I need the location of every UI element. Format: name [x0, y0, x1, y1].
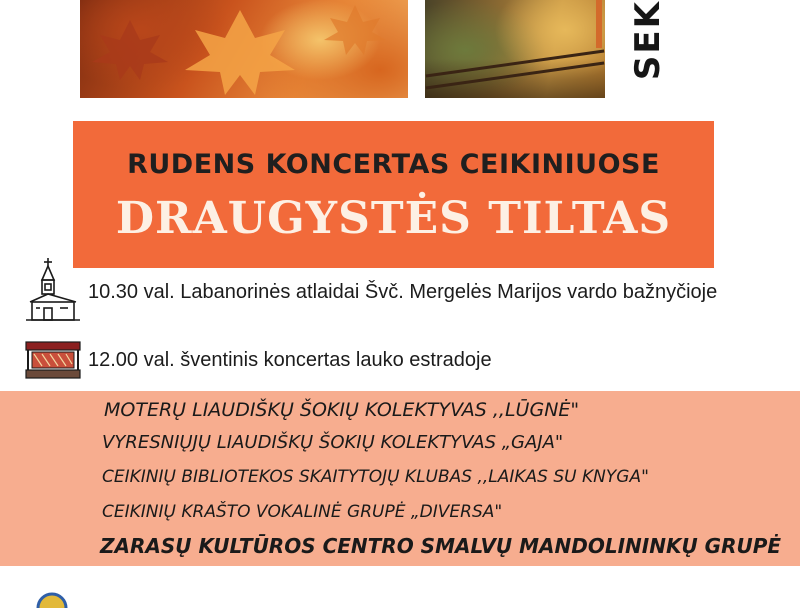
side-text-label: SEK — [628, 0, 668, 81]
stage-icon — [24, 340, 82, 380]
banner-subtitle: RUDENS KONCERTAS CEIKINIUOSE — [127, 149, 660, 180]
performer-item: VYRESNIŲJŲ LIAUDIŠKŲ ŠOKIŲ KOLEKTYVAS „GAJA" — [102, 432, 564, 453]
event-item — [24, 340, 492, 380]
performers-band — [0, 391, 800, 566]
autumn-leaves-photo — [80, 0, 408, 98]
church-icon — [24, 258, 82, 326]
event-item — [24, 258, 717, 326]
bridge-rail — [426, 61, 605, 89]
performer-item: CEIKINIŲ KRAŠTO VOKALINĖ GRUPĖ „DIVERSA" — [102, 502, 503, 522]
maple-leaf-icon — [80, 0, 408, 98]
banner-title: DRAUGYSTĖS TILTAS — [115, 193, 672, 244]
performer-item: ZARASŲ KULTŪROS CENTRO SMALVŲ MANDOLININKŲ GRUPĖ — [100, 534, 782, 558]
performer-item: MOTERŲ LIAUDIŠKŲ ŠOKIŲ KOLEKTYVAS ,,LŪGNĖ" — [104, 399, 580, 421]
event-text: 12.00 val. šventinis koncertas lauko estradoje — [88, 348, 492, 371]
bridge-photo — [425, 0, 605, 98]
title-banner — [73, 121, 714, 268]
side-text — [618, 0, 678, 81]
event-text: 10.30 val. Labanorinės atlaidai Švč. Mergelės Marijos vardo bažnyčioje — [88, 280, 718, 303]
logo-icon — [34, 592, 70, 608]
performer-item: CEIKINIŲ BIBLIOTEKOS SKAITYTOJŲ KLUBAS ,,LAIKAS SU KNYGA" — [102, 467, 649, 487]
accent-bar — [596, 0, 602, 48]
